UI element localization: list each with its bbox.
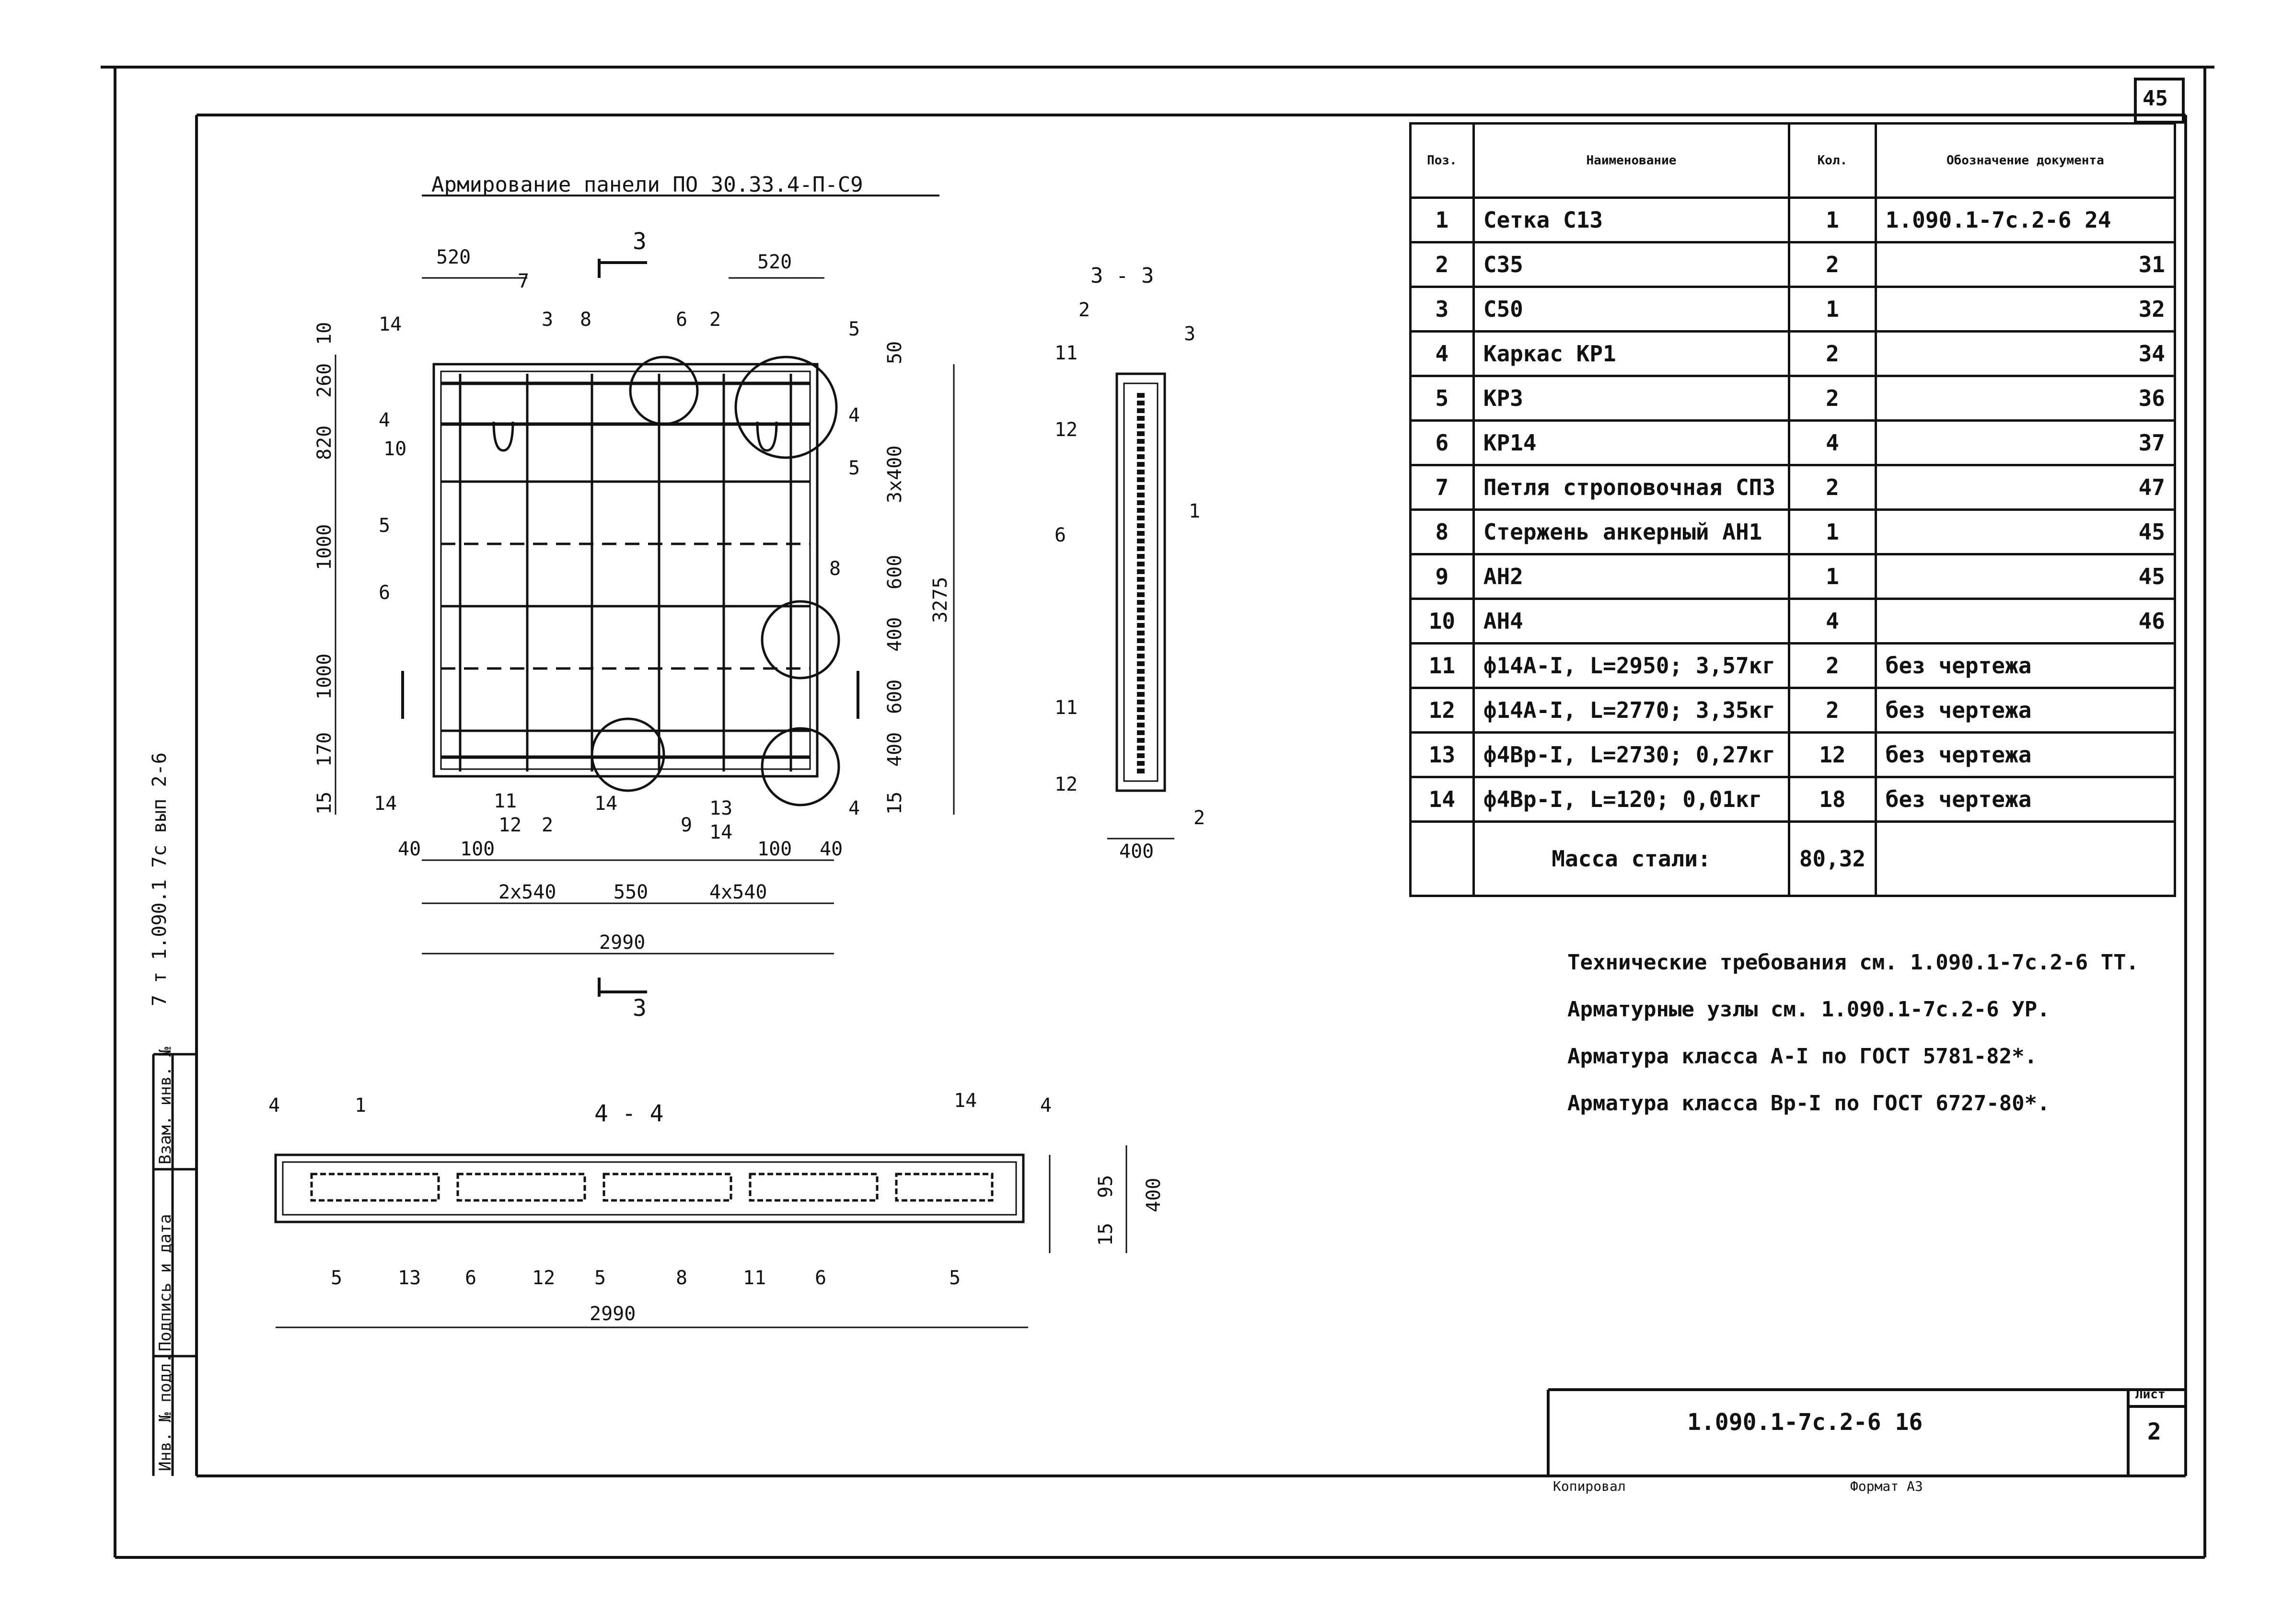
spec-cell-qty: 1 [1789, 510, 1876, 554]
spec-cell-doc: 32 [1876, 287, 2175, 332]
overall-width-dim: 2990 [599, 932, 646, 954]
left-dim-3: 1000 [313, 524, 336, 570]
spec-cell-qty: 2 [1789, 688, 1876, 733]
callout-label: 12 [1054, 773, 1078, 795]
spec-cell-pos: 5 [1411, 376, 1474, 421]
callout-label: 7 [518, 270, 530, 292]
spec-cell-pos: 14 [1411, 777, 1474, 822]
document-code: 1.090.1-7с.2-6 16 [1687, 1409, 1923, 1436]
spec-cell-pos: 7 [1411, 465, 1474, 510]
spec-row [1411, 465, 2175, 510]
callout-label: 14 [594, 793, 618, 815]
col-header-pos: Поз. [1411, 124, 1474, 198]
spec-cell-qty: 2 [1789, 242, 1876, 287]
spec-row [1411, 287, 2175, 332]
callout-label: 4 [268, 1094, 280, 1117]
callout-label: 2 [1193, 807, 1205, 829]
section-4-4-title: 4 - 4 [594, 1100, 664, 1127]
top-dim-left: 520 [436, 246, 471, 268]
callout-label: 3 [542, 309, 554, 331]
right-dim-6: 15 [884, 791, 906, 815]
section-3-3-view [1107, 374, 1174, 839]
spec-cell-doc: 45 [1876, 554, 2175, 599]
section-mark-top: 3 [633, 228, 647, 255]
callout-label: 6 [1054, 524, 1066, 546]
col-header-qty: Кол. [1789, 124, 1876, 198]
spec-cell-pos: 6 [1411, 421, 1474, 465]
callout-label: 2 [542, 814, 554, 836]
bottom-dim-0: 40 [398, 838, 421, 860]
spec-cell-pos: 10 [1411, 599, 1474, 644]
spec-cell-qty: 2 [1789, 376, 1876, 421]
callout-label: 4 [848, 797, 860, 819]
spec-cell-pos: 1 [1411, 198, 1474, 242]
span-dim-2: 4x540 [709, 881, 767, 903]
callout-label: 8 [676, 1267, 688, 1289]
spec-cell-pos: 2 [1411, 242, 1474, 287]
side-stamp-podpis: Подпись и дата [156, 1214, 175, 1351]
spec-cell-pos: 3 [1411, 287, 1474, 332]
callout-label: 3 [1184, 323, 1196, 345]
spec-cell-doc: без чертежа [1876, 644, 2175, 688]
bottom-dim-1: 100 [460, 838, 495, 860]
callout-label: 11 [743, 1267, 766, 1289]
spec-row [1411, 554, 2175, 599]
callout-label: 11 [1054, 697, 1078, 719]
spec-cell-qty: 4 [1789, 599, 1876, 644]
format-label: Формат А3 [1850, 1478, 1923, 1494]
callout-label: 4 [379, 409, 391, 431]
left-dim-1: 260 [313, 363, 336, 398]
spec-row [1411, 688, 2175, 733]
callout-label: 13 [709, 797, 733, 819]
callout-label: 8 [580, 309, 592, 331]
side-stamp-inv-podl: Инв. № подл. [156, 1353, 175, 1471]
spec-cell-name: ф14А-I, L=2770; 3,35кг [1473, 688, 1789, 733]
spec-cell-name: ф4Вр-I, L=120; 0,01кг [1473, 777, 1789, 822]
section-3-3-width: 400 [1119, 841, 1154, 863]
spec-cell-qty: 12 [1789, 733, 1876, 777]
span-dim-1: 550 [614, 881, 649, 903]
section-4-4-view [276, 1145, 1126, 1327]
total-doc-empty [1876, 822, 2175, 896]
spec-row [1411, 644, 2175, 688]
left-dim-0: 10 [313, 322, 336, 345]
spec-cell-name: Стержень анкерный АН1 [1473, 510, 1789, 554]
spec-cell-doc: 36 [1876, 376, 2175, 421]
callout-label: 14 [709, 821, 733, 843]
right-dim-2: 600 [884, 554, 906, 589]
spec-row [1411, 421, 2175, 465]
callout-label: 5 [848, 318, 860, 340]
callout-label: 6 [465, 1267, 477, 1289]
spec-cell-doc: 1.090.1-7с.2-6 24 [1876, 198, 2175, 242]
callout-label: 12 [1054, 419, 1078, 441]
spec-cell-doc: без чертежа [1876, 688, 2175, 733]
spec-cell-pos: 12 [1411, 688, 1474, 733]
callout-label: 9 [681, 814, 693, 836]
spec-cell-doc: 45 [1876, 510, 2175, 554]
left-dim-2: 820 [313, 425, 336, 460]
spec-cell-doc: без чертежа [1876, 777, 2175, 822]
drawing-title: Армирование панели ПО 30.33.4-П-С9 [431, 173, 863, 197]
spec-cell-pos: 9 [1411, 554, 1474, 599]
spec-cell-doc: 47 [1876, 465, 2175, 510]
right-dim-3: 400 [884, 617, 906, 652]
right-dim-1: 3x400 [884, 445, 906, 503]
spec-cell-name: КР3 [1473, 376, 1789, 421]
callout-label: 5 [848, 457, 860, 479]
side-stamp-vzam: Взам. инв. № [156, 1047, 175, 1164]
list-number: 2 [2147, 1418, 2161, 1445]
right-dim-0: 50 [884, 341, 906, 364]
right-dim-5: 400 [884, 732, 906, 767]
callout-label: 5 [331, 1267, 343, 1289]
note-line: Арматура класса Вр-I по ГОСТ 6727-80*. [1567, 1091, 2050, 1116]
bottom-dim-3: 40 [820, 838, 843, 860]
total-empty [1411, 822, 1474, 896]
callout-label: 4 [848, 404, 860, 426]
callout-label: 6 [815, 1267, 827, 1289]
spec-cell-name: Сетка С13 [1473, 198, 1789, 242]
specification-table [1409, 122, 2176, 897]
spec-cell-qty: 1 [1789, 287, 1876, 332]
right-dim-4: 600 [884, 679, 906, 714]
spec-cell-name: Каркас КР1 [1473, 332, 1789, 376]
callout-label: 4 [1040, 1094, 1052, 1117]
callout-label: 14 [374, 793, 397, 815]
spec-cell-pos: 4 [1411, 332, 1474, 376]
top-dim-right: 520 [757, 251, 792, 273]
spec-row [1411, 733, 2175, 777]
technical-notes [1567, 939, 2139, 1127]
spec-cell-qty: 1 [1789, 198, 1876, 242]
callout-label: 6 [379, 582, 391, 604]
span-dim-0: 2x540 [498, 881, 556, 903]
copied-label: Копировал [1553, 1478, 1626, 1494]
spec-cell-name: АН4 [1473, 599, 1789, 644]
spec-cell-pos: 13 [1411, 733, 1474, 777]
bottom-dim-2: 100 [757, 838, 792, 860]
overall-height-dim: 3275 [929, 576, 951, 623]
total-value: 80,32 [1789, 822, 1876, 896]
callout-label: 5 [949, 1267, 961, 1289]
spec-cell-qty: 4 [1789, 421, 1876, 465]
spec-row [1411, 376, 2175, 421]
section-mark-bottom: 3 [633, 995, 647, 1022]
side-code: 7 т 1.090.1 7с вып 2-6 [149, 752, 171, 1006]
spec-row [1411, 777, 2175, 822]
spec-header-row [1411, 124, 2175, 198]
note-line: Арматура класса А-I по ГОСТ 5781-82*. [1567, 1044, 2038, 1069]
callout-label: 2 [1078, 299, 1090, 321]
left-dim-6: 15 [313, 791, 336, 815]
callout-label: 14 [954, 1090, 977, 1112]
section-4-4-dim-0: 95 [1095, 1175, 1117, 1198]
spec-cell-doc: 31 [1876, 242, 2175, 287]
spec-cell-pos: 11 [1411, 644, 1474, 688]
callout-label: 12 [532, 1267, 556, 1289]
spec-cell-doc: 37 [1876, 421, 2175, 465]
spec-row [1411, 198, 2175, 242]
callout-label: 11 [494, 790, 517, 812]
spec-cell-doc: без чертежа [1876, 733, 2175, 777]
spec-cell-name: ф14А-I, L=2950; 3,57кг [1473, 644, 1789, 688]
spec-cell-qty: 2 [1789, 332, 1876, 376]
callout-label: 2 [709, 309, 721, 331]
list-label: Лист [2135, 1387, 2166, 1402]
spec-row [1411, 599, 2175, 644]
spec-cell-name: С35 [1473, 242, 1789, 287]
spec-row [1411, 332, 2175, 376]
page-number: 45 [2143, 86, 2168, 111]
spec-cell-name: С50 [1473, 287, 1789, 332]
callout-label: 12 [498, 814, 522, 836]
section-4-4-dim-1: 15 [1095, 1222, 1117, 1246]
callout-label: 8 [829, 558, 841, 580]
spec-cell-name: КР14 [1473, 421, 1789, 465]
note-line: Арматурные узлы см. 1.090.1-7с.2-6 УР. [1567, 997, 2050, 1022]
section-4-4-dim-2: 400 [1143, 1177, 1165, 1212]
left-dim-5: 170 [313, 732, 336, 767]
section-4-4-length: 2990 [590, 1303, 636, 1325]
callout-label: 1 [355, 1094, 367, 1117]
callout-label: 10 [383, 438, 407, 460]
spec-cell-pos: 8 [1411, 510, 1474, 554]
callout-label: 5 [379, 515, 391, 537]
spec-cell-qty: 2 [1789, 644, 1876, 688]
col-header-name: Наименование [1473, 124, 1789, 198]
spec-cell-qty: 1 [1789, 554, 1876, 599]
spec-cell-name: ф4Вр-I, L=2730; 0,27кг [1473, 733, 1789, 777]
spec-cell-doc: 46 [1876, 599, 2175, 644]
callout-label: 6 [676, 309, 688, 331]
callout-label: 1 [1189, 500, 1201, 522]
section-3-3-title: 3 - 3 [1090, 264, 1154, 288]
spec-row [1411, 242, 2175, 287]
callout-label: 5 [594, 1267, 606, 1289]
total-label: Масса стали: [1473, 822, 1789, 896]
spec-cell-qty: 2 [1789, 465, 1876, 510]
callout-label: 13 [398, 1267, 421, 1289]
callout-label: 14 [379, 313, 402, 335]
col-header-doc: Обозначение документа [1876, 124, 2175, 198]
spec-cell-doc: 34 [1876, 332, 2175, 376]
spec-cell-qty: 18 [1789, 777, 1876, 822]
spec-row [1411, 510, 2175, 554]
spec-total-row [1411, 822, 2175, 896]
spec-cell-name: АН2 [1473, 554, 1789, 599]
spec-cell-name: Петля строповочная СП3 [1473, 465, 1789, 510]
left-dim-4: 1000 [313, 653, 336, 700]
note-line: Технические требования см. 1.090.1-7с.2-6 ТТ. [1567, 950, 2139, 975]
callout-label: 11 [1054, 342, 1078, 364]
spec-body [1411, 198, 2175, 822]
